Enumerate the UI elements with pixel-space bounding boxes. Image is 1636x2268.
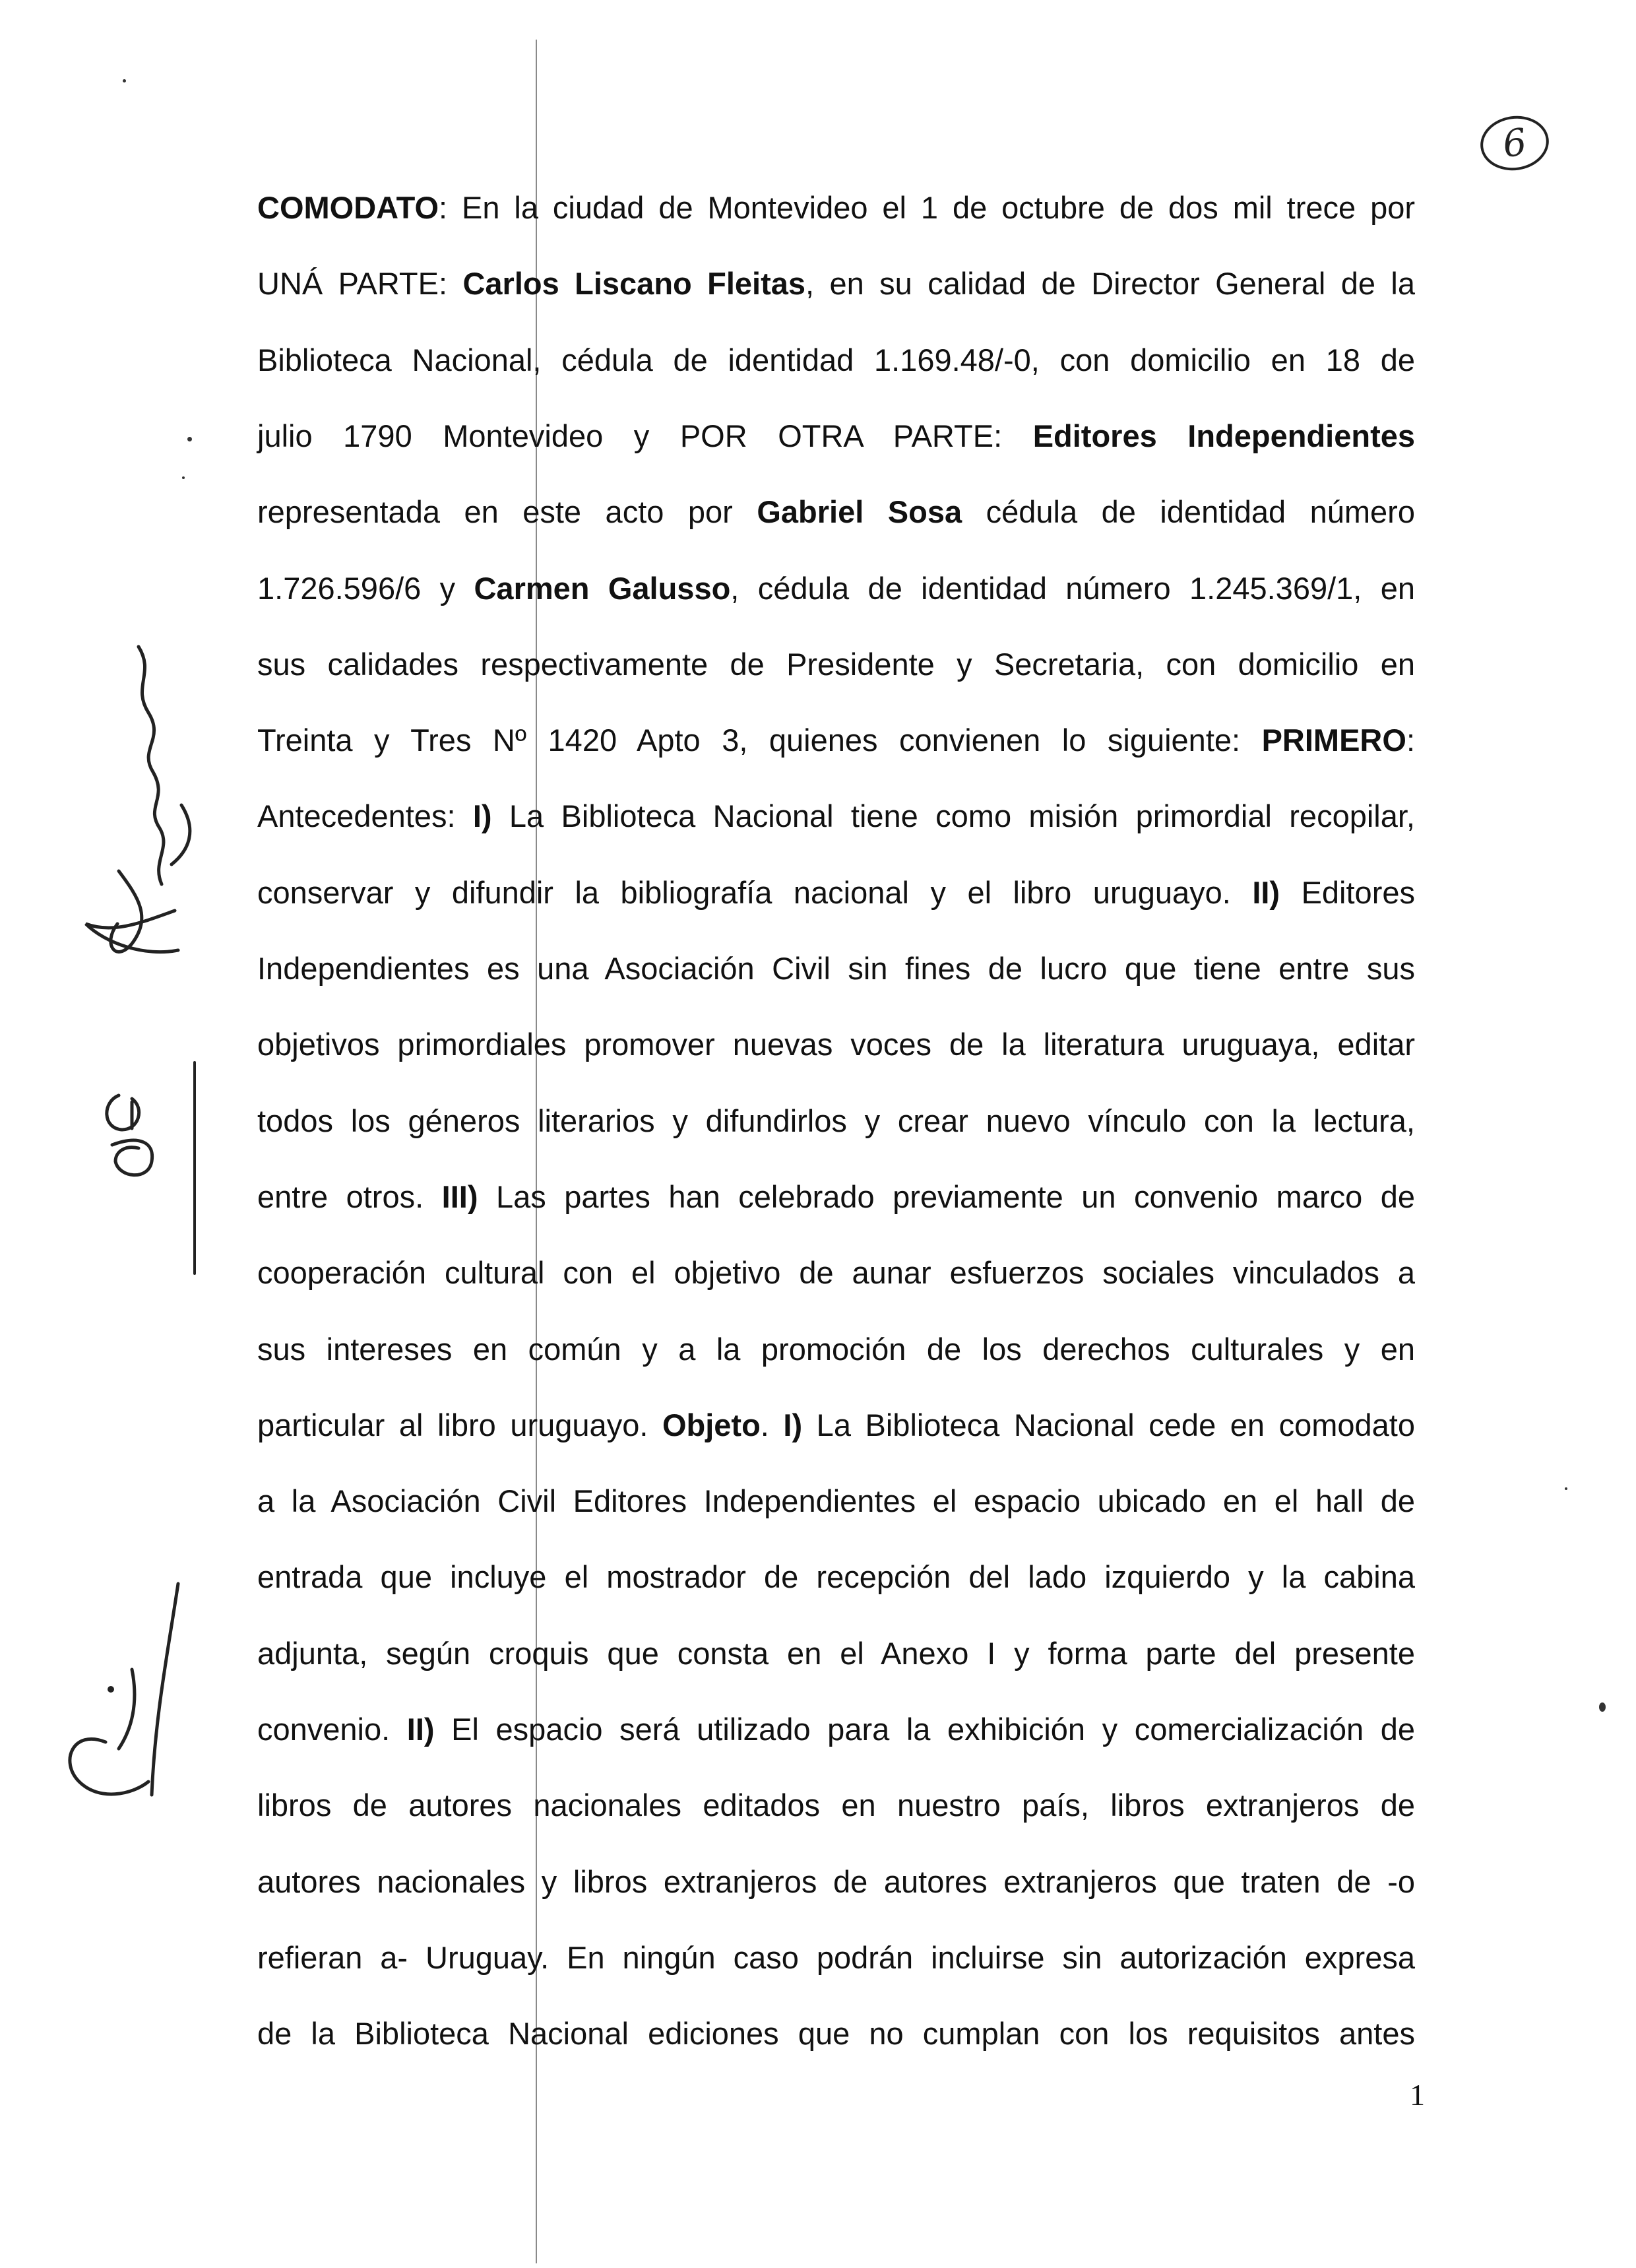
text-run: 1.726.596/6 y	[257, 571, 474, 606]
bold-text: Carmen Galusso	[474, 571, 731, 606]
text-line	[257, 778, 1415, 855]
text-run: entrada que incluye el mostrador de recepción del lado izquierdo y la cabina	[257, 1559, 1415, 1594]
text-line	[257, 1920, 1415, 1996]
text-run: Biblioteca Nacional, cédula de identidad 1.169.48/-0, con domicilio en 18 de	[257, 342, 1415, 377]
text-run: Independientes es una Asociación Civil sin fines de lucro que tiene entre sus	[257, 951, 1415, 986]
text-line	[257, 1767, 1415, 1844]
bold-text: Carlos Liscano Fleitas	[462, 266, 806, 301]
scan-speck	[1565, 1487, 1567, 1490]
bold-text: II)	[406, 1712, 435, 1747]
text-run: particular al libro uruguayo.	[257, 1408, 662, 1442]
text-run: representada en este acto por	[257, 494, 757, 529]
text-run: objetivos primordiales promover nuevas voces de la literatura uruguaya, editar	[257, 1027, 1415, 1062]
bold-text: III)	[441, 1179, 478, 1214]
text-line	[257, 702, 1415, 779]
text-line	[257, 1311, 1415, 1388]
text-run: El espacio será utilizado para la exhibición y comercialización de	[434, 1712, 1415, 1747]
text-line	[257, 1387, 1415, 1464]
text-line	[257, 1083, 1415, 1159]
scan-speck	[1599, 1702, 1606, 1712]
text-line	[257, 1463, 1415, 1539]
text-run: Antecedentes:	[257, 798, 473, 833]
text-run: autores nacionales y libros extranjeros de autores extranjeros que traten de -o	[257, 1864, 1415, 1899]
text-run: convenio.	[257, 1712, 407, 1747]
text-line	[257, 626, 1415, 703]
text-line	[257, 1615, 1415, 1692]
text-line	[257, 1691, 1415, 1768]
text-line	[257, 170, 1415, 246]
text-run: conservar y difundir la bibliografía nacional y el libro uruguayo.	[257, 875, 1253, 910]
text-run: sus calidades respectivamente de Presidente y Secretaria, con domicilio en	[257, 647, 1415, 682]
text-run: .	[760, 1408, 784, 1442]
text-run: UNÁ PARTE:	[257, 266, 463, 301]
bold-text: COMODATO	[257, 190, 439, 225]
marginal-initials-middle	[40, 1056, 211, 1293]
text-line	[257, 245, 1415, 322]
text-run: La Biblioteca Nacional cede en comodato	[802, 1408, 1415, 1442]
text-run: cédula de identidad número	[962, 494, 1415, 529]
text-line	[257, 1539, 1415, 1615]
text-run: : En la ciudad de Montevideo el 1 de octubre de dos mil trece por	[439, 190, 1415, 225]
text-line	[257, 1235, 1415, 1311]
scan-speck	[182, 476, 185, 479]
text-line	[257, 1844, 1415, 1920]
text-run: Editores	[1280, 875, 1415, 910]
scan-speck	[187, 437, 192, 441]
text-line	[257, 398, 1415, 474]
text-run: Las partes han celebrado previamente un convenio marco de	[478, 1179, 1416, 1214]
text-line	[257, 1006, 1415, 1083]
bold-text: I)	[783, 1408, 803, 1442]
marginal-signature-upper	[40, 633, 211, 990]
text-run: Treinta y Tres Nº 1420 Apto 3, quienes convienen lo siguiente:	[257, 723, 1262, 758]
text-line	[257, 855, 1415, 931]
bold-text: II)	[1252, 875, 1280, 910]
text-run: libros de autores nacionales editados en nuestro país, libros extranjeros de	[257, 1788, 1415, 1823]
text-run: julio 1790 Montevideo y POR OTRA PARTE:	[257, 418, 1033, 453]
text-run: , cédula de identidad número 1.245.369/1, en	[730, 571, 1415, 606]
text-run: todos los géneros literarios y difundirlos y crear nuevo vínculo con la lectura,	[257, 1103, 1415, 1138]
text-run: a la Asociación Civil Editores Independientes el espacio ubicado en el hall de	[257, 1483, 1415, 1518]
bold-text: Objeto	[662, 1408, 761, 1442]
bold-text: I)	[472, 798, 492, 833]
text-run: , en su calidad de Director General de la	[805, 266, 1415, 301]
text-run: adjunta, según croquis que consta en el Anexo I y forma parte del presente	[257, 1636, 1415, 1671]
bold-text: PRIMERO	[1261, 723, 1406, 758]
text-run: de la Biblioteca Nacional ediciones que no cumplan con los requisitos antes	[257, 2016, 1415, 2051]
text-line	[257, 550, 1415, 627]
bold-text: Editores Independientes	[1032, 418, 1415, 453]
text-run: La Biblioteca Nacional tiene como misión primordial recopilar,	[491, 798, 1415, 833]
text-line	[257, 1995, 1415, 2072]
text-run: entre otros.	[257, 1179, 442, 1214]
text-line	[257, 1159, 1415, 1235]
text-line	[257, 474, 1415, 550]
marginal-initials-lower	[40, 1571, 211, 1848]
circled-page-mark: 6	[1477, 112, 1552, 175]
text-run: :	[1406, 723, 1415, 758]
page-number: 1	[1410, 2078, 1425, 2112]
text-line	[257, 930, 1415, 1007]
text-run: cooperación cultural con el objetivo de aunar esfuerzos sociales vinculados a	[257, 1255, 1415, 1290]
scan-speck	[123, 79, 126, 82]
bold-text: Gabriel Sosa	[757, 494, 962, 529]
text-run: refieran a- Uruguay. En ningún caso podrán incluirse sin autorización expresa	[257, 1940, 1415, 1975]
text-run: sus intereses en común y a la promoción de los derechos culturales y en	[257, 1332, 1415, 1367]
text-line	[257, 322, 1415, 399]
